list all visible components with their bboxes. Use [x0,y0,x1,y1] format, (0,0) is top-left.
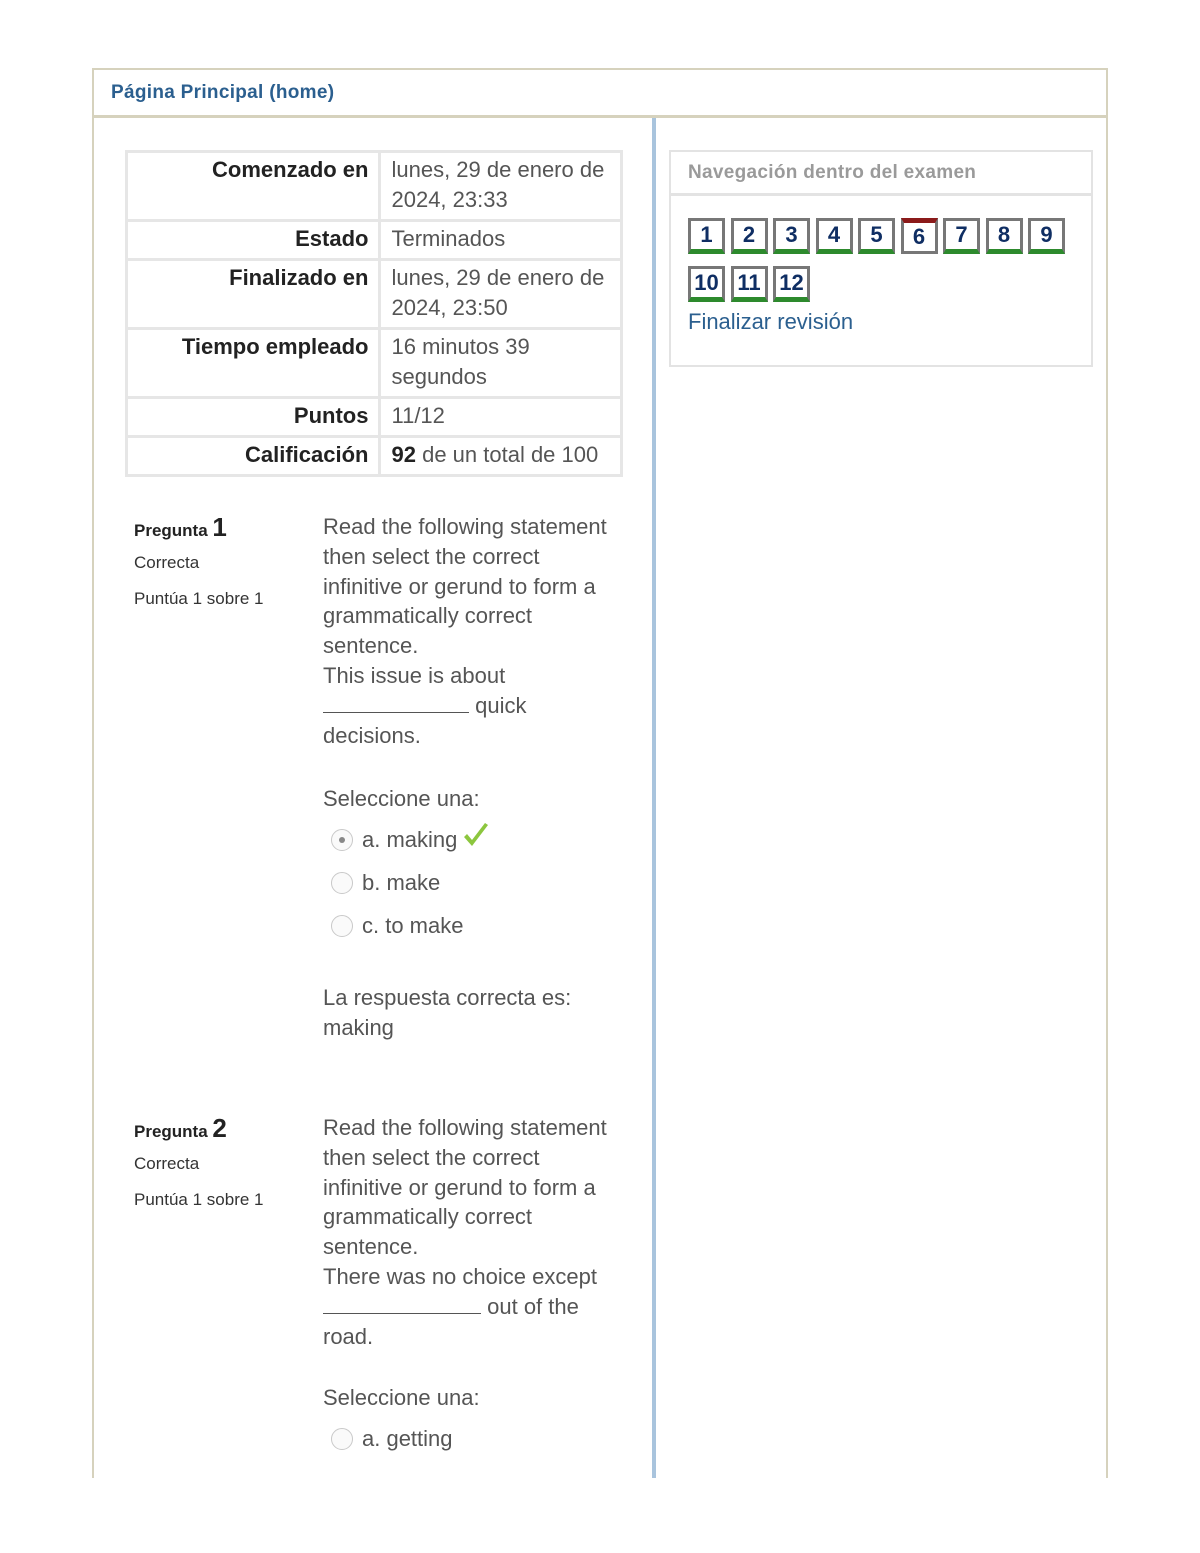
answer-option[interactable] [323,861,623,904]
answer-prompt: Seleccione una: [323,1385,480,1411]
question-state: Correcta [134,1154,200,1173]
page-frame [92,68,1108,1478]
nav-question-button[interactable]: 10 [688,266,725,302]
answer-options [323,818,623,947]
right-answer: La respuesta correcta es: making [323,985,572,1040]
question-info [134,512,304,609]
question-text: Read the following statement then select the correct infinitive or gerund to form a grammatically correct sentence. [323,1115,607,1260]
option-label: b. make [362,869,441,895]
option-label: a. getting [362,1425,453,1451]
attempt-summary-table [125,150,623,477]
question-label: Pregunta [134,1122,208,1141]
sentence-before: There was no choice except [323,1263,597,1289]
nav-question-button[interactable]: 5 [858,218,895,254]
quiz-navigation-title: Navegación dentro del examen [671,152,1091,196]
summary-row [127,152,622,221]
summary-row [127,437,622,476]
nav-question-button[interactable]: 11 [731,266,768,302]
blank-line [323,1292,481,1314]
correct-check-icon [461,821,491,859]
grade-value: 92 [391,442,416,467]
radio-selected[interactable] [331,829,353,851]
nav-question-button[interactable]: 9 [1028,218,1065,254]
summary-key: Estado [127,221,380,260]
summary-value: 16 minutos 39 segundos [380,329,622,398]
summary-key: Puntos [127,398,380,437]
summary-key: Finalizado en [127,260,380,329]
top-bar [94,70,1106,118]
question-label: Pregunta [134,521,208,540]
quiz-navigation-block [669,150,1093,367]
sentence-before: This issue is about [323,662,506,688]
question-content [323,512,623,1043]
blank-line [323,691,469,713]
radio-unselected[interactable] [331,872,353,894]
summary-row [127,329,622,398]
question-sentence [323,661,623,750]
question-info [134,1113,304,1210]
answer-option[interactable] [323,818,623,861]
grade-total: de un total de 100 [415,442,599,467]
summary-key: Tiempo empleado [127,329,380,398]
summary-value: lunes, 29 de enero de 2024, 23:50 [380,260,622,329]
question-content [323,1113,623,1460]
sentence-after: quick decisions. [323,692,527,748]
home-link[interactable]: Página Principal (home) [111,81,335,103]
question-text: Read the following statement then select the correct infinitive or gerund to form a grammatically correct sentence. [323,514,607,659]
answer-option[interactable] [323,904,623,947]
radio-unselected[interactable] [331,1428,353,1450]
summary-key: Comenzado en [127,152,380,221]
answer-option[interactable] [323,1417,623,1460]
summary-row [127,398,622,437]
summary-row [127,260,622,329]
summary-key: Calificación [127,437,380,476]
summary-value: 11/12 [380,398,622,437]
question-state: Correcta [134,553,200,572]
summary-value: lunes, 29 de enero de 2024, 23:33 [380,152,622,221]
summary-row [127,221,622,260]
nav-question-button[interactable]: 8 [986,218,1023,254]
nav-question-button[interactable]: 4 [816,218,853,254]
column-divider [652,118,656,1478]
nav-question-button[interactable]: 3 [773,218,810,254]
answer-options [323,1417,623,1460]
question-grade: Puntúa 1 sobre 1 [134,1190,264,1209]
question-grade: Puntúa 1 sobre 1 [134,589,264,608]
nav-question-button[interactable]: 2 [731,218,768,254]
nav-question-button[interactable]: 1 [688,218,725,254]
question-number [134,1113,304,1144]
finish-review-link[interactable]: Finalizar revisión [688,309,854,334]
question-num: 1 [212,512,227,542]
nav-question-button[interactable]: 12 [773,266,810,302]
radio-unselected[interactable] [331,915,353,937]
answer-prompt: Seleccione una: [323,786,480,812]
summary-value [380,437,622,476]
summary-value: Terminados [380,221,622,260]
option-label: a. making [362,826,458,852]
nav-question-button[interactable]: 7 [943,218,980,254]
sentence-after: out of the road. [323,1293,579,1349]
question-number [134,512,304,543]
nav-question-button-incorrect[interactable]: 6 [901,218,938,254]
question-num: 2 [212,1113,227,1143]
option-label: c. to make [362,912,464,938]
question-sentence [323,1262,623,1351]
